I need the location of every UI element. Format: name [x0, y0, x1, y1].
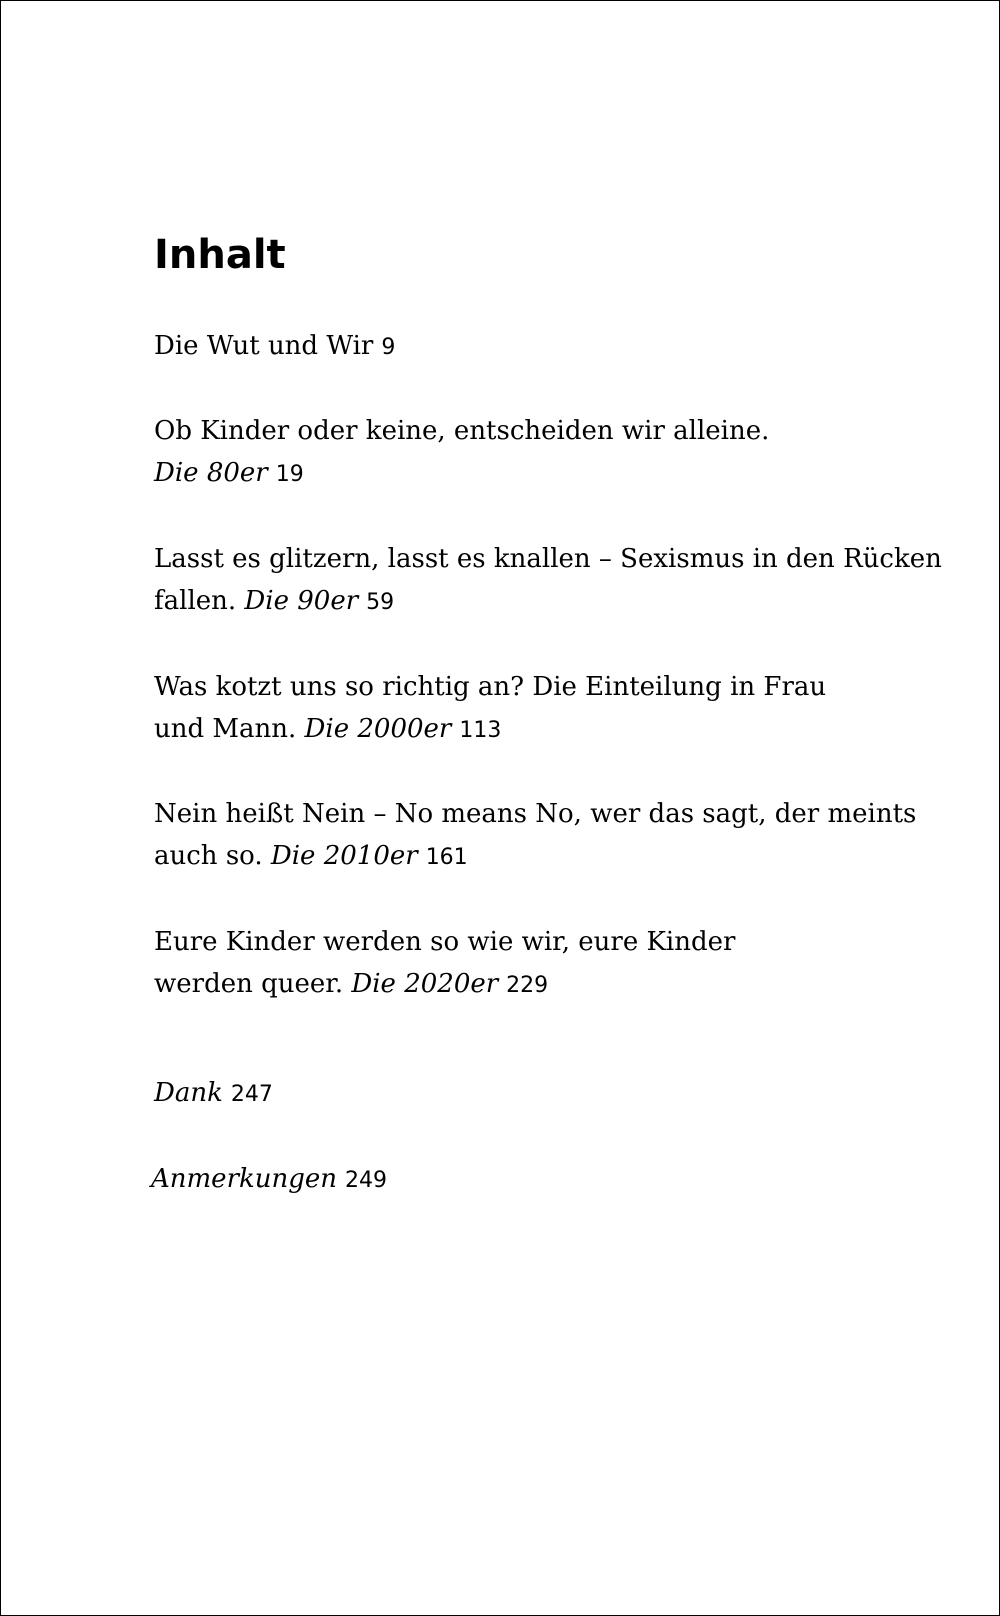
toc-entry-line — [151, 1158, 881, 1202]
toc-entry — [154, 325, 884, 369]
toc-entry — [154, 1072, 884, 1116]
toc-page-number: 9 — [381, 335, 396, 360]
toc-entry-decade: Die 90er — [244, 586, 359, 616]
toc-entry-text: auch so. — [154, 841, 263, 871]
toc-entry — [154, 921, 884, 1007]
toc-entry-title: Anmerkungen — [151, 1164, 338, 1194]
toc-page-number: 229 — [506, 973, 549, 998]
toc-page-number: 59 — [366, 590, 395, 615]
toc-entry-line — [154, 708, 884, 752]
toc-entry-text: und Mann. — [154, 714, 297, 744]
toc-entry-line — [154, 1072, 884, 1116]
toc-page-number: 249 — [345, 1168, 388, 1193]
toc-entry — [154, 666, 884, 752]
toc-entry — [151, 1158, 881, 1202]
toc-entry-line — [154, 325, 884, 369]
toc-entry-decade: Die 2010er — [270, 841, 418, 871]
toc-entry-line: Nein heißt Nein – No means No, wer das sagt, der meints — [154, 799, 917, 829]
toc-entry-text: fallen. — [154, 586, 237, 616]
toc-entry-title: Dank — [154, 1078, 223, 1108]
toc-entry-decade: Die 2020er — [351, 969, 499, 999]
toc-entry-line — [154, 452, 884, 496]
toc-page-number: 113 — [459, 718, 502, 743]
toc-entry-decade: Die 80er — [154, 458, 268, 488]
toc-entry — [154, 793, 917, 879]
toc-entry-decade: Die 2000er — [304, 714, 452, 744]
toc-entry-line — [154, 963, 884, 1007]
toc-entry-line: Ob Kinder oder keine, entscheiden wir alleine. — [154, 416, 770, 446]
toc-page-number: 247 — [230, 1082, 273, 1107]
toc-entry-text: Die Wut und Wir — [154, 331, 374, 361]
toc-page-number: 161 — [425, 845, 468, 870]
toc-entry-line — [154, 835, 884, 879]
toc-entry-line: Lasst es glitzern, lasst es knallen – Sexismus in den Rücken — [154, 544, 942, 574]
toc-entry-line — [154, 580, 884, 624]
toc-entry — [154, 410, 884, 496]
toc-entry — [154, 538, 942, 624]
toc-entry-text: werden queer. — [154, 969, 344, 999]
toc-page-number: 19 — [275, 462, 304, 487]
page-title: Inhalt — [154, 232, 286, 278]
toc-entry-line: Eure Kinder werden so wie wir, eure Kinder — [154, 927, 736, 957]
toc-entry-line: Was kotzt uns so richtig an? Die Einteilung in Frau — [154, 672, 827, 702]
